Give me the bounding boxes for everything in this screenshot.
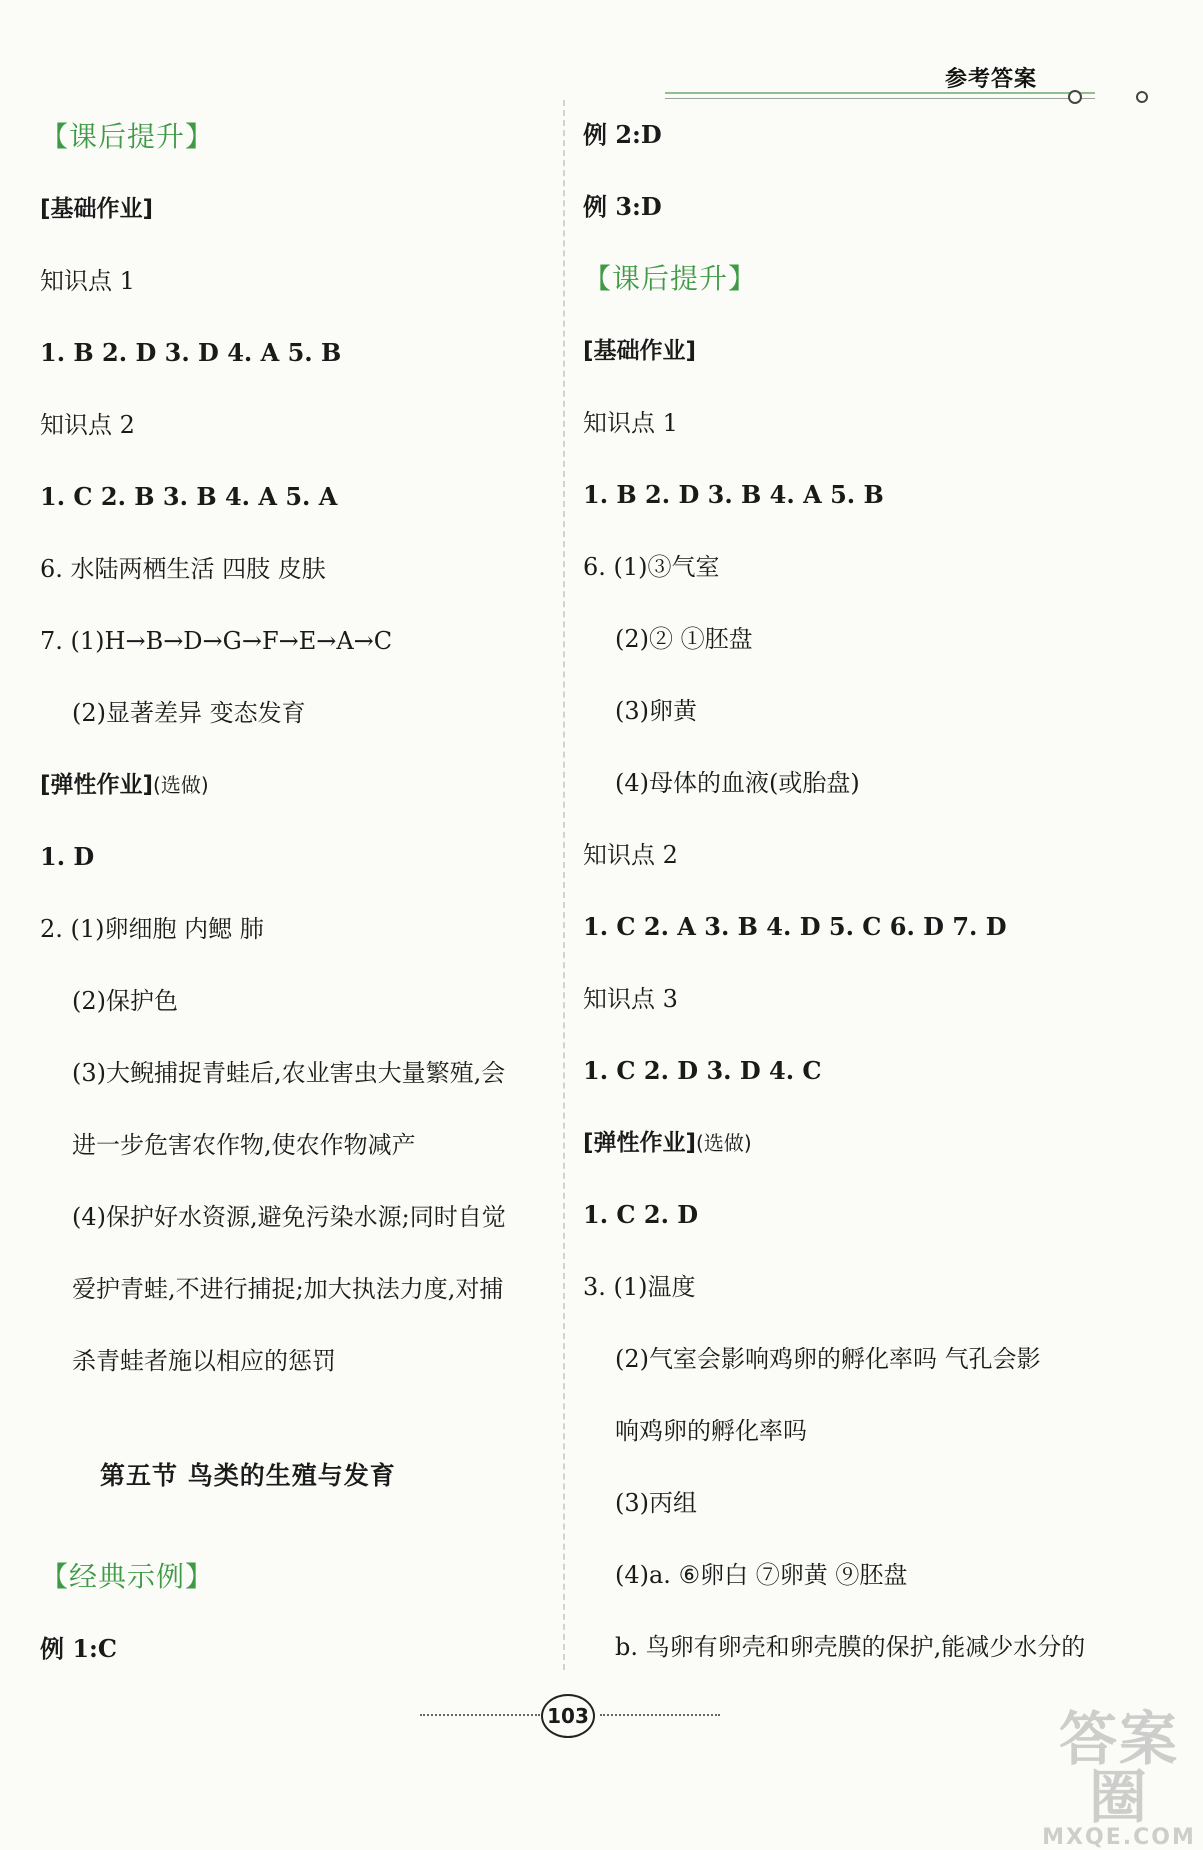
right-line-text: [弹性作业]	[583, 1130, 697, 1156]
right-line-text: 1. B 2. D 3. B 4. A 5. B	[583, 480, 884, 509]
left-sub-line	[40, 768, 209, 802]
left-section-line	[40, 120, 214, 154]
right-indent-line	[615, 1630, 1085, 1664]
left-line-text: (2)显著差异 变态发育	[72, 699, 306, 727]
right-answer-line	[583, 478, 884, 512]
left-line-text: 知识点 1	[40, 267, 135, 295]
left-line-note: (选做)	[153, 773, 209, 797]
watermark	[1035, 1705, 1203, 1850]
left-plain-line	[40, 624, 392, 658]
footer-dots-left	[420, 1714, 540, 1716]
right-line-text: 【课后提升】	[583, 262, 758, 295]
right-indent-line	[615, 1414, 807, 1448]
right-line-text: (2)② ①胚盘	[615, 625, 753, 653]
left-indent-line	[72, 696, 306, 730]
right-line-text: (3)卵黄	[615, 697, 697, 725]
left-tail-section-line	[40, 1560, 214, 1594]
right-plain-line	[583, 1270, 696, 1304]
left-line-text: [基础作业]	[40, 196, 154, 222]
right-answer-line	[583, 1054, 822, 1088]
left-line-text: 杀青蛙者施以相应的惩罚	[72, 1347, 336, 1375]
left-indent-line	[72, 1344, 336, 1378]
right-indent-line	[615, 1486, 697, 1520]
left-answer-line	[40, 336, 341, 370]
header-label: 参考答案	[945, 67, 1038, 92]
right-plain-line	[583, 838, 678, 872]
right-indent-line	[615, 1342, 1041, 1376]
right-plain-line	[583, 550, 720, 584]
left-tail-answer-line	[40, 1632, 117, 1666]
left-line-text: [弹性作业]	[40, 772, 154, 798]
left-line-text: 2. (1)卵细胞 内鳃 肺	[40, 915, 264, 943]
left-plain-line	[40, 552, 326, 586]
right-answer-line	[583, 910, 1007, 944]
right-line-text: 响鸡卵的孵化率吗	[615, 1417, 807, 1445]
column-divider	[563, 100, 565, 1670]
left-line-text: 进一步危害农作物,使农作物减产	[72, 1131, 416, 1159]
right-line-text: 知识点 3	[583, 985, 678, 1013]
left-line-text: 1. B 2. D 3. D 4. A 5. B	[40, 338, 342, 367]
right-line-text: (4)a. ⑥卵白 ⑦卵黄 ⑨胚盘	[615, 1561, 908, 1589]
right-line-text: [基础作业]	[583, 338, 697, 364]
right-line-text: 6. (1)③气室	[583, 553, 720, 581]
left-indent-line	[72, 1200, 506, 1234]
right-sub-line	[583, 1126, 752, 1160]
right-plain-line	[583, 406, 678, 440]
left-indent-line	[72, 1128, 416, 1162]
right-line-text: 例 2:D	[583, 120, 662, 149]
left-indent-line	[72, 1056, 505, 1090]
right-line-text: (2)气室会影响鸡卵的孵化率吗 气孔会影	[615, 1345, 1041, 1373]
header-rule	[665, 92, 1095, 94]
right-line-text: 1. C 2. D	[583, 1200, 699, 1229]
left-answer-line	[40, 840, 94, 874]
right-line-text: 知识点 1	[583, 409, 678, 437]
watermark-main: 答案圈	[1058, 1705, 1179, 1831]
right-line-text: (4)母体的血液(或胎盘)	[615, 769, 860, 797]
right-answer-line	[583, 118, 662, 152]
left-line-text: (2)保护色	[72, 987, 178, 1015]
left-line-text: (4)保护好水资源,避免污染水源;同时自觉	[72, 1203, 506, 1231]
left-indent-line	[72, 984, 178, 1018]
right-sub-line	[583, 334, 696, 368]
left-tail-line-text: 【经典示例】	[40, 1560, 215, 1593]
right-line-note: (选做)	[696, 1131, 752, 1155]
right-line-text: 例 3:D	[583, 192, 662, 221]
left-line-text: 6. 水陆两栖生活 四肢 皮肤	[40, 555, 326, 583]
left-line-text: 【课后提升】	[40, 120, 215, 153]
right-line-text: 1. C 2. D 3. D 4. C	[583, 1056, 822, 1085]
right-indent-line	[615, 694, 697, 728]
left-plain-line	[40, 408, 135, 442]
left-line-text: 7. (1)H→B→D→G→F→E→A→C	[40, 627, 393, 655]
left-tail-line-text: 例 1:C	[40, 1634, 118, 1663]
left-sub-line	[40, 192, 153, 226]
right-line-text: 1. C 2. A 3. B 4. D 5. C 6. D 7. D	[583, 912, 1007, 941]
right-line-text: 3. (1)温度	[583, 1273, 696, 1301]
header-rule-thin	[665, 98, 1095, 99]
left-line-text: 爱护青蛙,不进行捕捉;加大执法力度,对捕	[72, 1275, 504, 1303]
left-plain-line	[40, 264, 135, 298]
right-answer-line	[583, 1198, 698, 1232]
header-circle-left	[1068, 90, 1082, 104]
footer-dots-right	[600, 1714, 720, 1716]
left-answer-line	[40, 480, 337, 514]
right-indent-line	[615, 766, 860, 800]
header-circle-right	[1136, 91, 1148, 103]
right-section-line	[583, 262, 757, 296]
right-line-text: b. 鸟卵有卵壳和卵壳膜的保护,能减少水分的	[615, 1633, 1086, 1661]
page-number: 103	[541, 1694, 595, 1738]
right-indent-line	[615, 622, 753, 656]
right-line-text: (3)丙组	[615, 1489, 697, 1517]
right-indent-line	[615, 1558, 907, 1592]
left-line-text: 1. D	[40, 842, 95, 871]
right-line-text: 知识点 2	[583, 841, 678, 869]
left-line-text: 知识点 2	[40, 411, 135, 439]
left-indent-line	[72, 1272, 503, 1306]
left-plain-line	[40, 912, 264, 946]
left-line-text: 1. C 2. B 3. B 4. A 5. A	[40, 482, 338, 511]
left-line-text: (3)大鲵捕捉青蛙后,农业害虫大量繁殖,会	[72, 1059, 506, 1087]
watermark-sub: MXQE.COM	[1042, 1825, 1196, 1850]
chapter-title: 第五节 鸟类的生殖与发育	[100, 1461, 396, 1490]
right-answer-line	[583, 190, 662, 224]
right-plain-line	[583, 982, 678, 1016]
